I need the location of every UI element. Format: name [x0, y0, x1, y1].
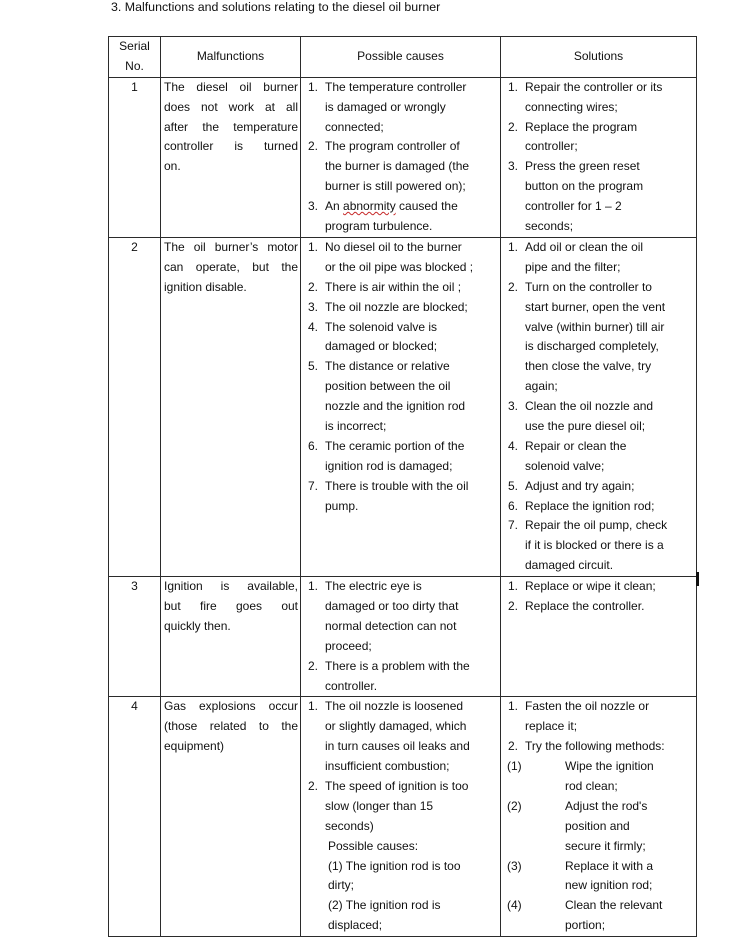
malfunction-line: ignition disable. [164, 279, 247, 294]
causes-cell [301, 577, 501, 697]
solution-sub-line: rod clean; [565, 779, 618, 794]
causes-extra-line: (2) The ignition rod is [328, 898, 441, 913]
solution-item [501, 697, 696, 737]
solution-sub-line: Replace it with a [565, 858, 654, 873]
solution-line: Clean the oil nozzle and [525, 399, 654, 414]
solutions-cell [501, 577, 697, 697]
cause-item [301, 238, 500, 278]
solution-sub-number: (4) [507, 898, 522, 913]
solution-number: 1. [507, 79, 518, 94]
solution-number: 5. [507, 478, 518, 493]
malfunction-line: The oil burner’s motor [164, 239, 298, 254]
solution-list [501, 577, 696, 617]
solution-sub-number: (3) [507, 858, 522, 873]
solution-text [525, 397, 696, 437]
cause-line: slow (longer than 15 [325, 798, 434, 813]
solution-line: use the pure diesel oil; [525, 418, 646, 433]
solution-line: if it is blocked or there is a [525, 538, 664, 553]
malfunctions-table [108, 36, 697, 937]
cause-item [301, 298, 500, 318]
solutions-cell [501, 697, 697, 937]
solution-line: pipe and the filter; [525, 259, 621, 274]
solution-item [501, 577, 696, 597]
cause-text [325, 357, 500, 437]
solution-line: Repair the controller or its [525, 79, 663, 94]
solution-sub-line: Adjust the rod's [565, 798, 648, 813]
malfunction-line: equipment) [164, 739, 225, 754]
malfunction-line: (those related to the [164, 719, 298, 734]
cause-line: The oil nozzle is loosened [325, 699, 464, 714]
malfunction-line: can operate, but the [164, 259, 298, 274]
serial-number-cell: 3 [109, 577, 161, 697]
solution-item [501, 737, 696, 757]
solution-text [525, 497, 696, 517]
solution-line: Replace the ignition rod; [525, 498, 655, 513]
cause-line: in turn causes oil leaks and [325, 739, 470, 754]
cause-text [325, 238, 500, 278]
solution-sub-item [501, 757, 696, 797]
table-row [109, 577, 697, 697]
solution-text [525, 78, 696, 118]
malfunction-line: Gas explosions occur [164, 699, 298, 714]
solution-text [525, 278, 696, 397]
solution-number: 2. [507, 279, 518, 294]
cause-line: is incorrect; [325, 418, 387, 433]
causes-extra-line: (1) The ignition rod is too [328, 858, 461, 873]
cause-text [325, 777, 500, 837]
solution-sub-line: Wipe the ignition [565, 759, 654, 774]
cause-line: insufficient combustion; [325, 759, 450, 774]
cause-line: The oil nozzle are blocked; [325, 299, 468, 314]
solution-sub-number: (1) [507, 759, 522, 774]
solution-text [525, 516, 696, 576]
cause-line: There is trouble with the oil [325, 478, 469, 493]
solution-number: 1. [507, 239, 518, 254]
solution-number: 2. [507, 739, 518, 754]
solution-sub-line: secure it firmly; [565, 838, 646, 853]
cause-number: 3. [307, 199, 318, 214]
solution-sub-item [501, 797, 696, 857]
malfunction-line: does not work at all [164, 99, 298, 114]
header-serial-no [109, 37, 161, 78]
solution-line: is discharged completely, [525, 339, 659, 354]
cause-number: 3. [307, 299, 318, 314]
solution-text [525, 737, 696, 757]
malfunction-cell [161, 77, 301, 237]
solution-item [501, 516, 696, 576]
solution-number: 2. [507, 119, 518, 134]
cause-text [325, 298, 500, 318]
solution-line: damaged circuit. [525, 558, 614, 573]
solution-line: valve (within burner) till air [525, 319, 665, 334]
malfunction-line: The diesel oil burner [164, 79, 298, 94]
cause-item [301, 437, 500, 477]
cause-item [301, 278, 500, 298]
section-title: 3. Malfunctions and solutions relating to the diesel oil burner [111, 0, 441, 14]
solution-sub-line: Clean the relevant [565, 898, 663, 913]
causes-cell [301, 697, 501, 937]
cause-item [301, 78, 500, 138]
malfunction-line: controller is turned [164, 139, 298, 154]
cause-line: is damaged or wrongly [325, 99, 446, 114]
cause-item [301, 137, 500, 197]
solution-line: seconds; [525, 219, 574, 234]
solution-item [501, 78, 696, 118]
cause-item [301, 197, 500, 237]
cause-number: 6. [307, 438, 318, 453]
table-row [109, 697, 697, 937]
cause-text [325, 197, 500, 237]
solution-line: Replace or wipe it clean; [525, 579, 656, 594]
malfunction-line: after the temperature [164, 119, 298, 134]
solution-line: Replace the controller. [525, 599, 645, 614]
cause-text [325, 318, 500, 358]
solution-sub-item [501, 857, 696, 897]
table-row [109, 237, 697, 576]
cause-line: or slightly damaged, which [325, 719, 467, 734]
causes-extra-line: Possible causes: [328, 838, 419, 853]
cause-number: 4. [307, 319, 318, 334]
solution-number: 2. [507, 599, 518, 614]
solution-line: Adjust and try again; [525, 478, 635, 493]
spellcheck-word: abnormity [343, 199, 396, 214]
solutions-cell [501, 77, 697, 237]
cause-text [325, 437, 500, 477]
malfunction-line: on. [164, 159, 181, 174]
cause-number: 1. [307, 699, 318, 714]
cause-line: position between the oil [325, 379, 451, 394]
solution-item [501, 477, 696, 497]
cause-line: ignition rod is damaged; [325, 458, 453, 473]
cause-line: The electric eye is [325, 579, 422, 594]
solution-list [501, 78, 696, 237]
cause-number: 1. [307, 579, 318, 594]
solution-text [525, 118, 696, 158]
cause-text [325, 78, 500, 138]
cause-item [301, 577, 500, 657]
solution-text [525, 238, 696, 278]
cause-line: There is air within the oil ; [325, 279, 462, 294]
cause-number: 1. [307, 79, 318, 94]
solution-item [501, 157, 696, 237]
cause-line: program turbulence. [325, 219, 433, 234]
solution-text [525, 477, 696, 497]
cause-list [301, 238, 500, 517]
solution-text [525, 437, 696, 477]
serial-number-cell: 4 [109, 697, 161, 937]
solution-line: controller; [525, 139, 578, 154]
cause-line: There is a problem with the [325, 658, 470, 673]
solution-sub-line: portion; [565, 918, 606, 933]
cause-line: nozzle and the ignition rod [325, 399, 466, 414]
solution-number: 1. [507, 699, 518, 714]
cause-list [301, 78, 500, 237]
solution-item [501, 597, 696, 617]
cause-text [325, 697, 500, 777]
cause-item [301, 357, 500, 437]
solution-sub-line: position and [565, 818, 630, 833]
cause-line: The solenoid valve is [325, 319, 438, 334]
solution-item [501, 397, 696, 437]
solution-sub-line: new ignition rod; [565, 878, 653, 893]
solution-number: 3. [507, 399, 518, 414]
cause-text [325, 278, 500, 298]
causes-extra-line: dirty; [328, 878, 355, 893]
solution-line: Add oil or clean the oil [525, 239, 644, 254]
solution-line: Fasten the oil nozzle or [525, 699, 650, 714]
cause-text [325, 657, 500, 697]
solution-sub-text [565, 896, 696, 936]
cause-number: 5. [307, 359, 318, 374]
cause-line: damaged or blocked; [325, 339, 438, 354]
cause-line: An abnormity caused the [325, 199, 458, 214]
solution-line: Repair or clean the [525, 438, 627, 453]
cause-number: 2. [307, 658, 318, 673]
malfunction-cell [161, 577, 301, 697]
malfunction-cell [161, 237, 301, 576]
cause-item [301, 777, 500, 837]
cause-item [301, 657, 500, 697]
cause-number: 2. [307, 139, 318, 154]
table-header-row [109, 37, 697, 78]
table-row [109, 77, 697, 237]
solution-line: again; [525, 379, 558, 394]
solution-sub-text [565, 757, 696, 797]
malfunction-line: Ignition is available, [164, 579, 298, 594]
solution-sub-text [565, 797, 696, 857]
solution-line: start burner, open the vent [525, 299, 666, 314]
cause-line: connected; [325, 119, 384, 134]
cause-line: The speed of ignition is too [325, 779, 469, 794]
cause-text [325, 137, 500, 197]
cause-line: The temperature controller [325, 79, 467, 94]
solution-line: Turn on the controller to [525, 279, 652, 294]
cause-list [301, 697, 500, 836]
solution-line: Replace the program [525, 119, 638, 134]
cause-list [301, 577, 500, 696]
solution-sub-text [565, 857, 696, 897]
cause-line: controller. [325, 678, 378, 693]
solution-number: 7. [507, 518, 518, 533]
solution-list [501, 238, 696, 576]
header-serial-line: Serial [119, 39, 150, 53]
malfunction-line: but fire goes out [164, 599, 298, 613]
cause-text [325, 477, 500, 517]
malfunction-cell [161, 697, 301, 937]
solution-line: connecting wires; [525, 99, 618, 114]
solution-item [501, 278, 696, 397]
cause-line: the burner is damaged (the [325, 159, 470, 174]
cause-line: The distance or relative [325, 359, 450, 374]
text-cursor-mark [696, 572, 699, 586]
solution-line: solenoid valve; [525, 458, 605, 473]
cause-number: 1. [307, 239, 318, 254]
serial-number-cell: 2 [109, 237, 161, 576]
solution-line: button on the program [525, 179, 644, 194]
causes-extra [301, 837, 500, 936]
cause-line: The program controller of [325, 139, 460, 154]
solution-text [525, 597, 696, 617]
header-possible-causes: Possible causes [301, 37, 501, 78]
solution-list [501, 697, 696, 757]
causes-extra-line: displaced; [328, 918, 383, 933]
malfunction-line: quickly then. [164, 618, 231, 633]
cause-line: burner is still powered on); [325, 179, 466, 194]
cause-number: 2. [307, 779, 318, 794]
solution-text [525, 697, 696, 737]
causes-cell [301, 237, 501, 576]
solution-item [501, 238, 696, 278]
cause-number: 2. [307, 279, 318, 294]
solution-line: Try the following methods: [525, 739, 665, 754]
header-solutions: Solutions [501, 37, 697, 78]
causes-cell [301, 77, 501, 237]
cause-line: seconds) [325, 818, 374, 833]
cause-line: No diesel oil to the burner [325, 239, 462, 254]
cause-line: proceed; [325, 638, 372, 653]
cause-line: damaged or too dirty that [325, 599, 459, 613]
solution-item [501, 118, 696, 158]
header-malfunctions: Malfunctions [161, 37, 301, 78]
solution-item [501, 437, 696, 477]
serial-number-cell: 1 [109, 77, 161, 237]
cause-line: normal detection can not [325, 618, 457, 633]
cause-number: 7. [307, 478, 318, 493]
solutions-cell [501, 237, 697, 576]
cause-item [301, 477, 500, 517]
cause-line: pump. [325, 498, 359, 513]
cause-item [301, 697, 500, 777]
solution-number: 4. [507, 438, 518, 453]
header-no-line: No. [125, 58, 144, 73]
solution-number: 1. [507, 579, 518, 594]
solution-line: controller for 1 – 2 [525, 199, 622, 214]
solution-sub-item [501, 896, 696, 936]
solution-text [525, 577, 696, 597]
solution-number: 6. [507, 498, 518, 513]
solution-line: Press the green reset [525, 159, 640, 174]
solution-line: Repair the oil pump, check [525, 518, 668, 533]
solution-item [501, 497, 696, 517]
solution-number: 3. [507, 159, 518, 174]
solution-line: then close the valve, try [525, 359, 652, 374]
cause-text [325, 577, 500, 657]
cause-line: The ceramic portion of the [325, 438, 465, 453]
solution-line: replace it; [525, 719, 578, 734]
cause-item [301, 318, 500, 358]
solution-text [525, 157, 696, 237]
solution-sub-number: (2) [507, 798, 522, 813]
cause-line: or the oil pipe was blocked ; [325, 259, 474, 274]
